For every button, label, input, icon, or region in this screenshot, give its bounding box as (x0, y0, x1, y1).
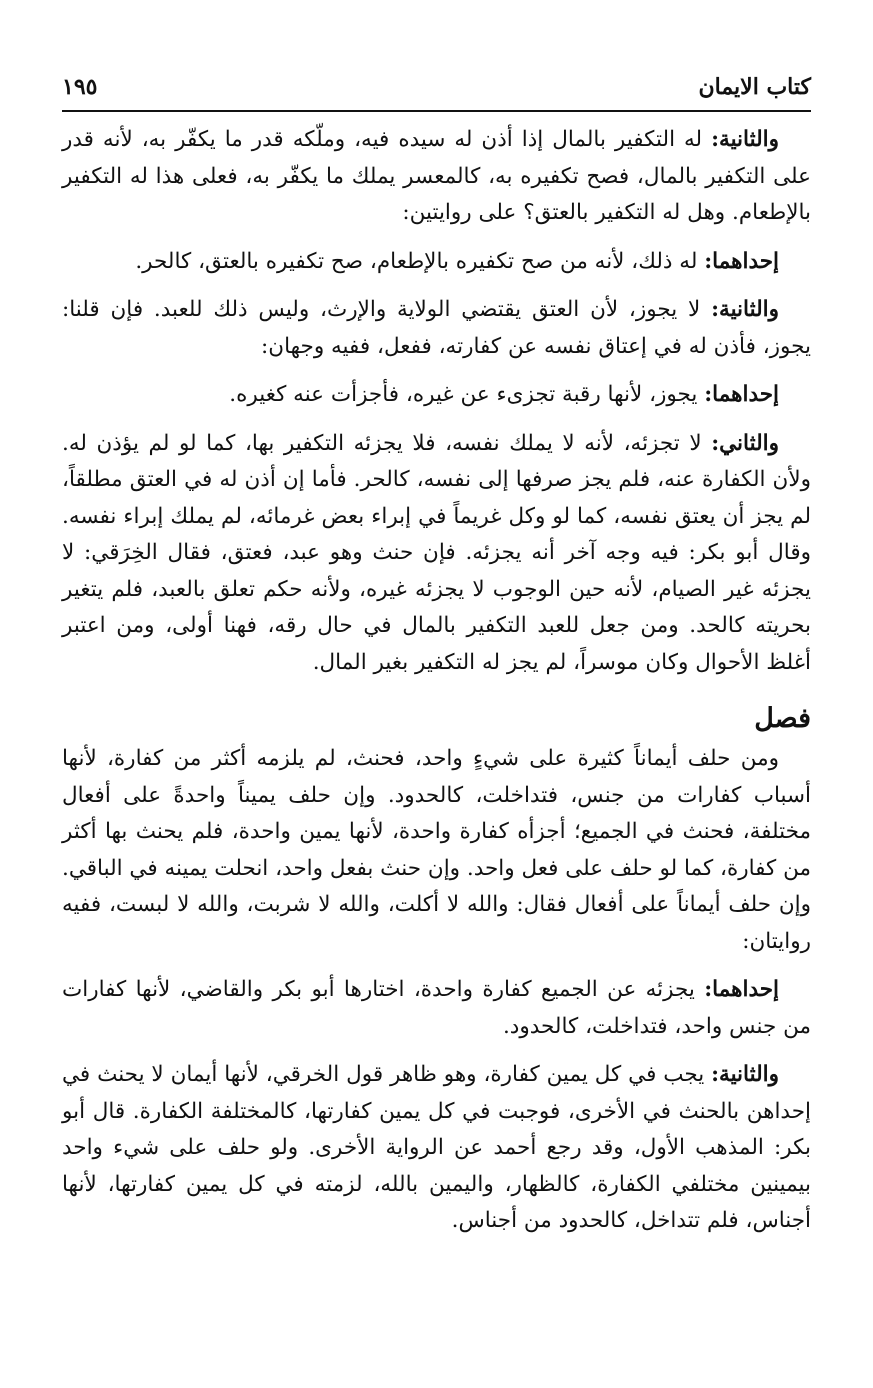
paragraph-lead: والثانية: (711, 297, 779, 322)
paragraph-text: يجوز، لأنها رقبة تجزىء عن غيره، فأجزأت عنه كغيره. (229, 382, 705, 407)
paragraph (62, 122, 811, 232)
paragraph (62, 377, 811, 414)
paragraph (62, 292, 811, 365)
paragraph-text: له ذلك، لأنه من صح تكفيره بالإطعام، صح تكفيره بالعتق، كالحر. (135, 248, 705, 274)
paragraph-lead: والثانية: (711, 127, 779, 152)
paragraph (62, 244, 811, 281)
page-header (62, 64, 811, 100)
paragraph-lead: والثانية: (711, 1062, 779, 1087)
paragraph-text: يجب في كل يمين كفارة، وهو ظاهر قول الخرقي، لأنها أيمان لا يحنث في إحداهن بالحنث في الأخرى، فوجبت في كل يمين كفارتها، كالمختلفة الكفارة. قال أبو بكر: المذهب الأول، وقد رجع أحمد عن الرواية الأخرى. ولو حلف على شيء واحد بيمينين مختلفي الكفارة، كالظهار، واليمين بالله، لزمته في كل يمين كفارتها، لأنها أجناس، فلم تتداخل، كالحدود من أجناس. (62, 1062, 811, 1233)
paragraph-lead: والثاني: (711, 430, 779, 456)
page-content (62, 122, 811, 1240)
paragraph (62, 1057, 811, 1240)
paragraph-lead: إحداهما: (704, 382, 779, 407)
header-rule (62, 110, 811, 112)
paragraph-text: لا تجزئه، لأنه لا يملك نفسه، فلا يجزئه التكفير بها، كما لو لم يؤذن له. ولأن الكفارة عنه، فلم يجز صرفها إلى نفسه، كالحر. فأما إن أذن له في العتق مطلقاً، لم يجز أن يعتق نفسه، كما لو وكل غريماً في إبراء بعض غرمائه، لم يملك إبراء نفسه. وقال أبو بكر: فيه وجه آخر أنه يجزئه. فإن حنث وهو عبد، فعتق، فقال الخِرَقي: لا يجزئه غير الصيام، لأنه حين الوجوب لا يجزئه غيره، ولأنه حكم تعلق بالعبد، فلم يتغير بحريته كالحد. ومن جعل للعبد التكفير بالمال في حال رقه، فهنا أولى، ومن اعتبر أغلظ الأحوال وكان موسراً، لم يجز له التكفير بغير المال. (62, 430, 811, 675)
paragraph-text: له التكفير بالمال إذا أذن له سيده فيه، وملّكه قدر ما يكفّر به، لأنه قدر على التكفير بالمال، فصح تكفيره به، كالمعسر يملك ما يكفّر به، فعلى هذا له التكفير بالإطعام. وهل له التكفير بالعتق؟ على روايتين: (62, 127, 811, 225)
paragraph-text: ومن حلف أيماناً كثيرة على شيءٍ واحد، فحنث، لم يلزمه أكثر من كفارة، لأنها أسباب كفارات من جنس، فتداخلت، كالحدود. وإن حلف يميناً واحدةً على أفعال مختلفة، فحنث في الجميع؛ أجزأه كفارة واحدة، لأنها يمين واحدة، فلم يحنث بها أكثر من كفارة، كما لو حلف على فعل واحد. وإن حنث بفعل واحد، انحلت يمينه في الباقي. وإن حلف أيماناً على أفعال فقال: والله لا أكلت، والله لا شربت، والله لا لبست، ففيه روايتان: (62, 746, 811, 954)
section-title: فصل (754, 703, 811, 734)
paragraph (62, 741, 811, 960)
paragraph-text: لا يجوز، لأن العتق يقتضي الولاية والإرث، وليس ذلك للعبد. فإن قلنا: يجوز، فأذن له في إعتاق نفسه عن كفارته، ففعل، ففيه وجهان: (62, 297, 811, 359)
paragraph-lead: إحداهما: (704, 977, 779, 1002)
paragraph (62, 972, 811, 1045)
paragraph-lead: إحداهما: (704, 248, 779, 274)
paragraph (62, 426, 811, 682)
paragraph-text: يجزئه عن الجميع كفارة واحدة، اختارها أبو بكر والقاضي، لأنها كفارات من جنس واحد، فتداخلت، كالحدود. (62, 977, 811, 1039)
page-number: ١٩٥ (62, 74, 98, 100)
book-title: كتاب الايمان (698, 74, 811, 100)
